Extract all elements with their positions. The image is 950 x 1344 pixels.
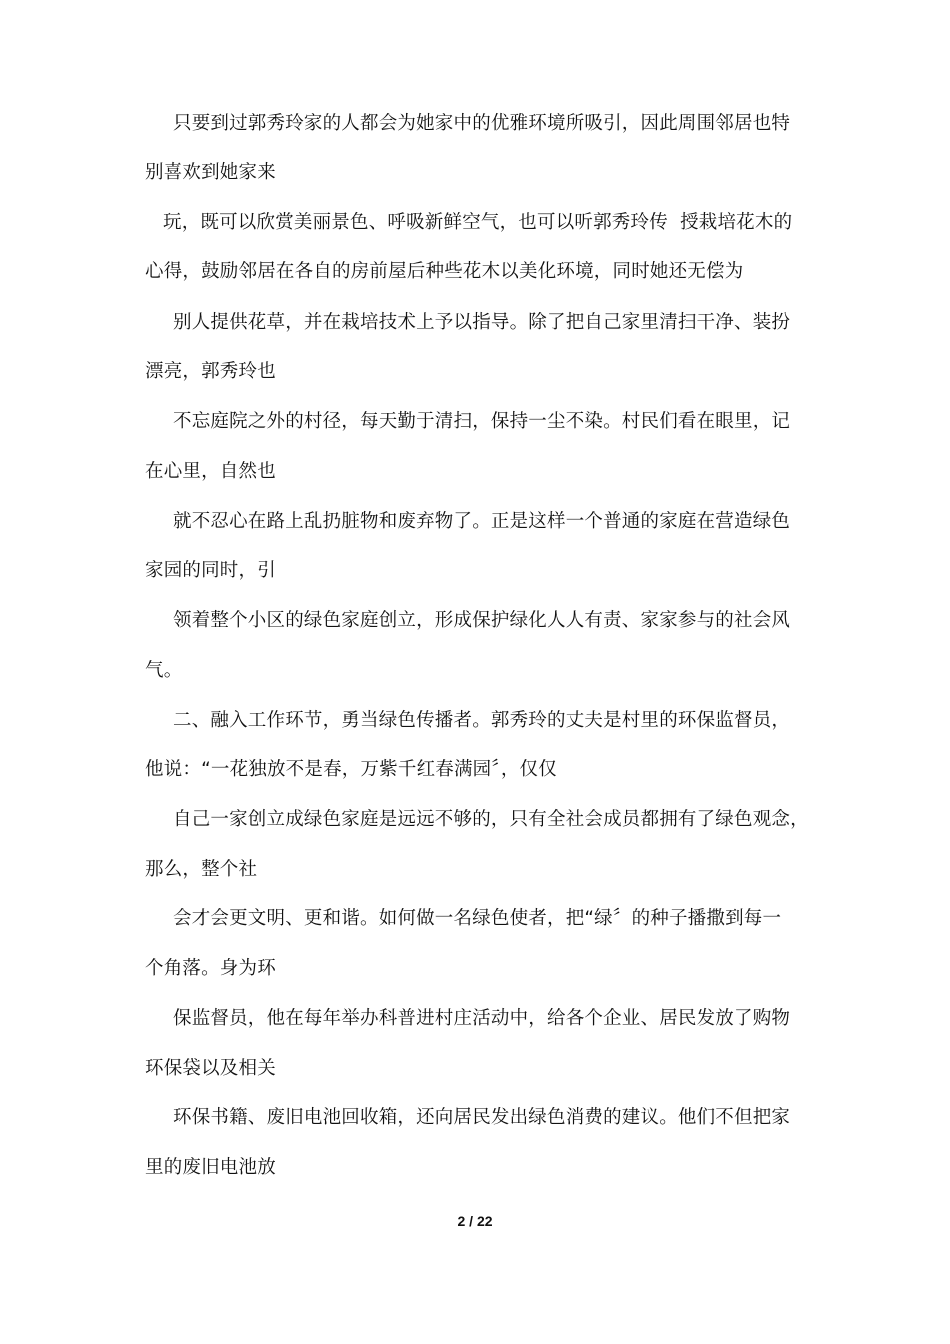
paragraph-line: 环保书籍、废旧电池回收箱，还向居民发出绿色消费的建议。他们不但把家	[173, 1107, 791, 1128]
paragraph-line: 心得，鼓励邻居在各自的房前屋后种些花木以美化环境，同时她还无偿为	[145, 261, 744, 282]
paragraph-line: 保监督员，他在每年举办科普进村庄活动中，给各个企业、居民发放了购物	[173, 1008, 791, 1029]
paragraph-line: 他说：“一花独放不是春，万紫千红春满园〞，仅仅	[145, 759, 557, 780]
paragraph-line: 就不忍心在路上乱扔脏物和废弃物了。正是这样一个普通的家庭在营造绿色	[173, 511, 791, 532]
paragraph-line: 别人提供花草，并在栽培技术上予以指导。除了把自己家里清扫干净、装扮	[173, 312, 791, 333]
paragraph-line: 二、融入工作环节，勇当绿色传播者。郭秀玲的丈夫是村里的环保监督员，	[173, 710, 791, 731]
paragraph-line: 玩，既可以欣赏美丽景色、呼吸新鲜空气，也可以听郭秀玲传 授栽培花木的	[163, 212, 793, 233]
paragraph-line: 那么，整个社	[145, 859, 258, 880]
paragraph-line: 别喜欢到她家来	[145, 162, 276, 183]
paragraph-line: 在心里，自然也	[145, 461, 276, 482]
paragraph-line: 会才会更文明、更和谐。如何做一名绿色使者，把“绿〞的种子播撒到每一	[173, 908, 782, 929]
paragraph-line: 里的废旧电池放	[145, 1157, 276, 1178]
paragraph-line: 领着整个小区的绿色家庭创立，形成保护绿化人人有责、家家参与的社会风	[173, 610, 791, 631]
paragraph-line: 环保袋以及相关	[145, 1058, 276, 1079]
paragraph-line: 只要到过郭秀玲家的人都会为她家中的优雅环境所吸引，因此周围邻居也特	[173, 113, 791, 134]
paragraph-line: 气。	[145, 660, 183, 681]
paragraph-line: 自己一家创立成绿色家庭是远远不够的，只有全社会成员都拥有了绿色观念，	[173, 809, 809, 830]
page-number: 2 / 22	[457, 1213, 493, 1229]
paragraph-line: 不忘庭院之外的村径，每天勤于清扫，保持一尘不染。村民们看在眼里，记	[173, 411, 791, 432]
paragraph-line: 漂亮，郭秀玲也	[145, 361, 276, 382]
paragraph-line: 个角落。身为环	[145, 958, 276, 979]
paragraph-line: 家园的同时，引	[145, 560, 276, 581]
